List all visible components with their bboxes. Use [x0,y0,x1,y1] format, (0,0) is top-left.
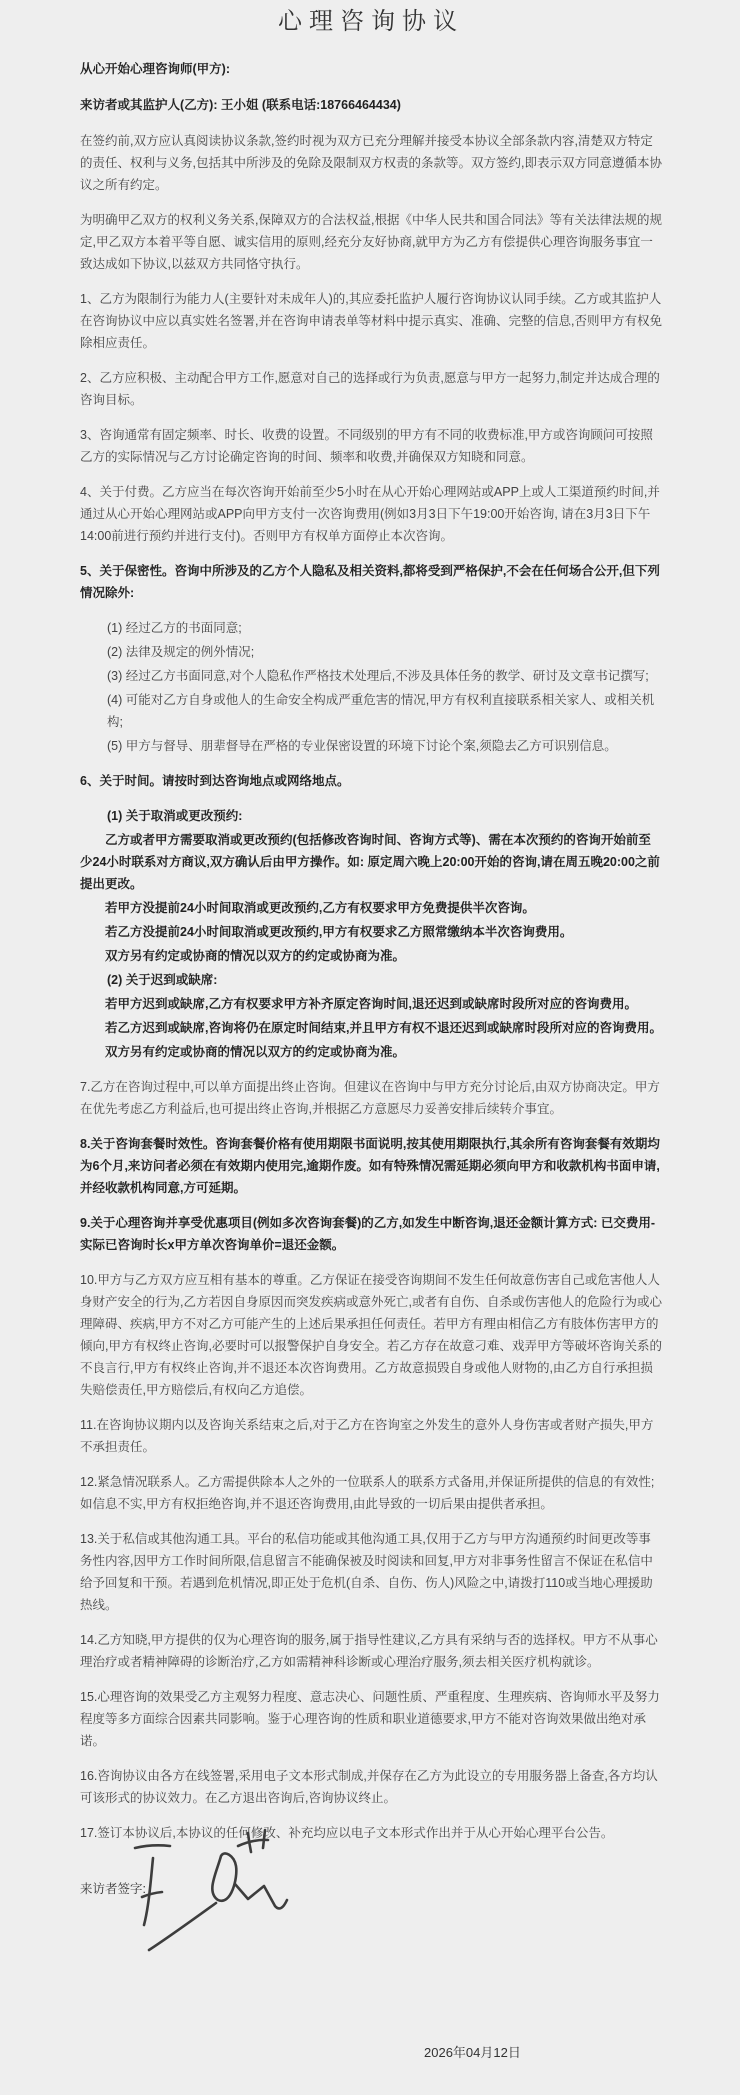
page-title: 心理咨询协议 [278,8,464,35]
clause-15: 15.心理咨询的效果受乙方主观努力程度、意志决心、问题性质、严重程度、生理疾病、咨询师水平及努力程度等多方面综合因素共同影响。鉴于心理咨询的性质和职业道德要求,甲方不能对咨询效果做出绝对承诺。 [80,1690,660,1748]
clause-5: 5、关于保密性。咨询中所涉及的乙方个人隐私及相关资料,都将受到严格保护,不会在任何场合公开,但下列情况除外: [80,564,660,600]
clause-8: 8.关于咨询套餐时效性。咨询套餐价格有使用期限书面说明,按其使用期限执行,其余所有咨询套餐有效期均为6个月,来访问者必须在有效期内使用完,逾期作废。如有特殊情况需延期必须向甲方和收款机构书面申请,并经收款机构同意,方可延期。 [80,1137,660,1195]
clause-5-item-2: (2) 法律及规定的例外情况; [107,645,255,659]
sign-date: 2026年04月12日 [424,2045,521,2060]
clause-10: 10.甲方与乙方双方应互相有基本的尊重。乙方保证在接受咨询期间不发生任何故意伤害自己或危害他人人身财产安全的行为,乙方若因自身原因而突发疾病或意外死亡,或者有自伤、自杀或伤害他人的危险行为或心理障碍、疾病,甲方不对乙方可能产生的上述后果承担任何责任。若甲方有理由相信乙方有肢体伤害甲方的倾向,甲方有权终止咨询,必要时可以报警保护自身安全。若乙方存在故意刁难、戏弄甲方等破坏咨询关系的不良言行,甲方有权终止咨询,并不退还本次咨询费用。乙方故意损毁自身或他人财物的,由乙方自行承担损失赔偿责任,甲方赔偿后,有权向乙方追偿。 [80,1273,662,1397]
clause-6-sub-1-rule-a: 若甲方没提前24小时间取消或更改预约,乙方有权要求甲方免费提供半次咨询。 [105,901,535,915]
clause-6: 6、关于时间。请按时到达咨询地点或网络地点。 [80,774,350,788]
clause-5-item-3: (3) 经过乙方书面同意,对个人隐私作严格技术处理后,不涉及具体任务的教学、研讨及文章书记撰写; [107,669,649,683]
clause-6-sub-2-title: (2) 关于迟到或缺席: [107,973,218,987]
clause-6-sub-2-rule-b: 若乙方迟到或缺席,咨询将仍在原定时间结束,并且甲方有权不退还迟到或缺席时段所对应的咨询费用。 [105,1021,662,1035]
visitor-signature-label: 来访者签字: [80,1882,146,1896]
clause-4: 4、关于付费。乙方应当在每次咨询开始前至少5小时在从心开始心理网站或APP上或人工渠道预约时间,并通过从心开始心理网站或APP向甲方支付一次咨询费用(例如3月3日下午19:00开始咨询, 请在3月3日下午14:00前进行预约并进行支付)。否则甲方有权单方面停止本次咨询。 [80,485,660,543]
clause-2: 2、乙方应积极、主动配合甲方工作,愿意对自己的选择或行为负责,愿意与甲方一起努力,制定并达成合理的咨询目标。 [80,371,660,407]
intro-paragraph-1: 在签约前,双方应认真阅读协议条款,签约时视为双方已充分理解并接受本协议全部条款内容,清楚双方特定的责任、权利与义务,包括其中所涉及的免除及限制双方权责的条款等。双方签约,即表示双方同意遵循本协议之所有约定。 [80,134,662,192]
clause-3: 3、咨询通常有固定频率、时长、收费的设置。不同级别的甲方有不同的收费标准,甲方或咨询顾问可按照乙方的实际情况与乙方讨论确定咨询的时间、频率和收费,并确保双方知晓和同意。 [80,428,653,464]
clause-5-item-4: (4) 可能对乙方自身或他人的生命安全构成严重危害的情况,甲方有权利直接联系相关家人、或相关机构; [107,693,655,729]
clause-5-item-1: (1) 经过乙方的书面同意; [107,621,242,635]
clause-17: 17.签订本协议后,本协议的任何修改、补充均应以电子文本形式作出并于从心开始心理平台公告。 [80,1826,614,1840]
clause-6-sub-2-rule-c: 双方另有约定或协商的情况以双方的约定或协商为准。 [105,1045,406,1059]
visitor-signature-handwriting [128,1820,313,1962]
party-b-line: 来访者或其监护人(乙方): 王小姐 (联系电话:18766464434) [80,98,401,112]
clause-16: 16.咨询协议由各方在线签署,采用电子文本形式制成,并保存在乙方为此设立的专用服务器上备查,各方均认可该形式的协议效力。在乙方退出咨询后,咨询协议终止。 [80,1769,658,1805]
clause-9: 9.关于心理咨询并享受优惠项目(例如多次咨询套餐)的乙方,如发生中断咨询,退还金额计算方式: 已交费用-实际已咨询时长x甲方单次咨询单价=退还金额。 [80,1216,655,1252]
clause-1: 1、乙方为限制行为能力人(主要针对未成年人)的,其应委托监护人履行咨询协议认同手续。乙方或其监护人在咨询协议中应以真实姓名签署,并在咨询申请表单等材料中提示真实、准确、完整的信息,否则甲方有权免除相应责任。 [80,292,662,350]
clause-7: 7.乙方在咨询过程中,可以单方面提出终止咨询。但建议在咨询中与甲方充分讨论后,由双方协商决定。甲方在优先考虑乙方利益后,也可提出终止咨询,并根据乙方意愿尽力妥善安排后续转介事宜。 [80,1080,660,1116]
agreement-content [0,6,740,1900]
intro-paragraph-2: 为明确甲乙双方的权利义务关系,保障双方的合法权益,根据《中华人民共和国合同法》等有关法律法规的规定,甲乙双方本着平等自愿、诚实信用的原则,经充分友好协商,就甲方为乙方有偿提供心理咨询服务事宜一致达成如下协议,以兹双方共同恪守执行。 [80,213,662,271]
clause-5-item-5: (5) 甲方与督导、朋辈督导在严格的专业保密设置的环境下讨论个案,须隐去乙方可识别信息。 [107,739,617,753]
clause-12: 12.紧急情况联系人。乙方需提供除本人之外的一位联系人的联系方式备用,并保证所提供的信息的有效性;如信息不实,甲方有权拒绝咨询,并不退还咨询费用,由此导致的一切后果由提供者承担。 [80,1475,655,1511]
clause-14: 14.乙方知晓,甲方提供的仅为心理咨询的服务,属于指导性建议,乙方具有采纳与否的选择权。甲方不从事心理治疗或者精神障碍的诊断治疗,乙方如需精神科诊断或心理治疗服务,须去相关医疗机构就诊。 [80,1633,658,1669]
clause-6-sub-1-rule-c: 双方另有约定或协商的情况以双方的约定或协商为准。 [105,949,406,963]
clause-6-sub-2-rule-a: 若甲方迟到或缺席,乙方有权要求甲方补齐原定咨询时间,退还迟到或缺席时段所对应的咨询费用。 [105,997,637,1011]
party-a-line: 从心开始心理咨询师(甲方): [80,62,230,76]
clause-6-sub-1-title: (1) 关于取消或更改预约: [107,809,243,823]
clause-11: 11.在咨询协议期内以及咨询关系结束之后,对于乙方在咨询室之外发生的意外人身伤害或者财产损失,甲方不承担责任。 [80,1418,654,1454]
clause-13: 13.关于私信或其他沟通工具。平台的私信功能或其他沟通工具,仅用于乙方与甲方沟通预约时间更改等事务性内容,因甲方工作时间所限,信息留言不能确保被及时阅读和回复,甲方对非事务性留言不保证在私信中给予回复和干预。若遇到危机情况,即正处于危机(自杀、自伤、伤人)风险之中,请拨打110或当地心理援助热线。 [80,1532,653,1612]
clause-6-sub-1-rule-b: 若乙方没提前24小时间取消或更改预约,甲方有权要求乙方照常缴纳本半次咨询费用。 [105,925,573,939]
clause-6-sub-1-body: 乙方或者甲方需要取消或更改预约(包括修改咨询时间、咨询方式等)、需在本次预约的咨询开始前至少24小时联系对方商议,双方确认后由甲方操作。如: 原定周六晚上20:00开始的咨询,请在周五晚20:00之前提出更改。 [80,833,660,891]
